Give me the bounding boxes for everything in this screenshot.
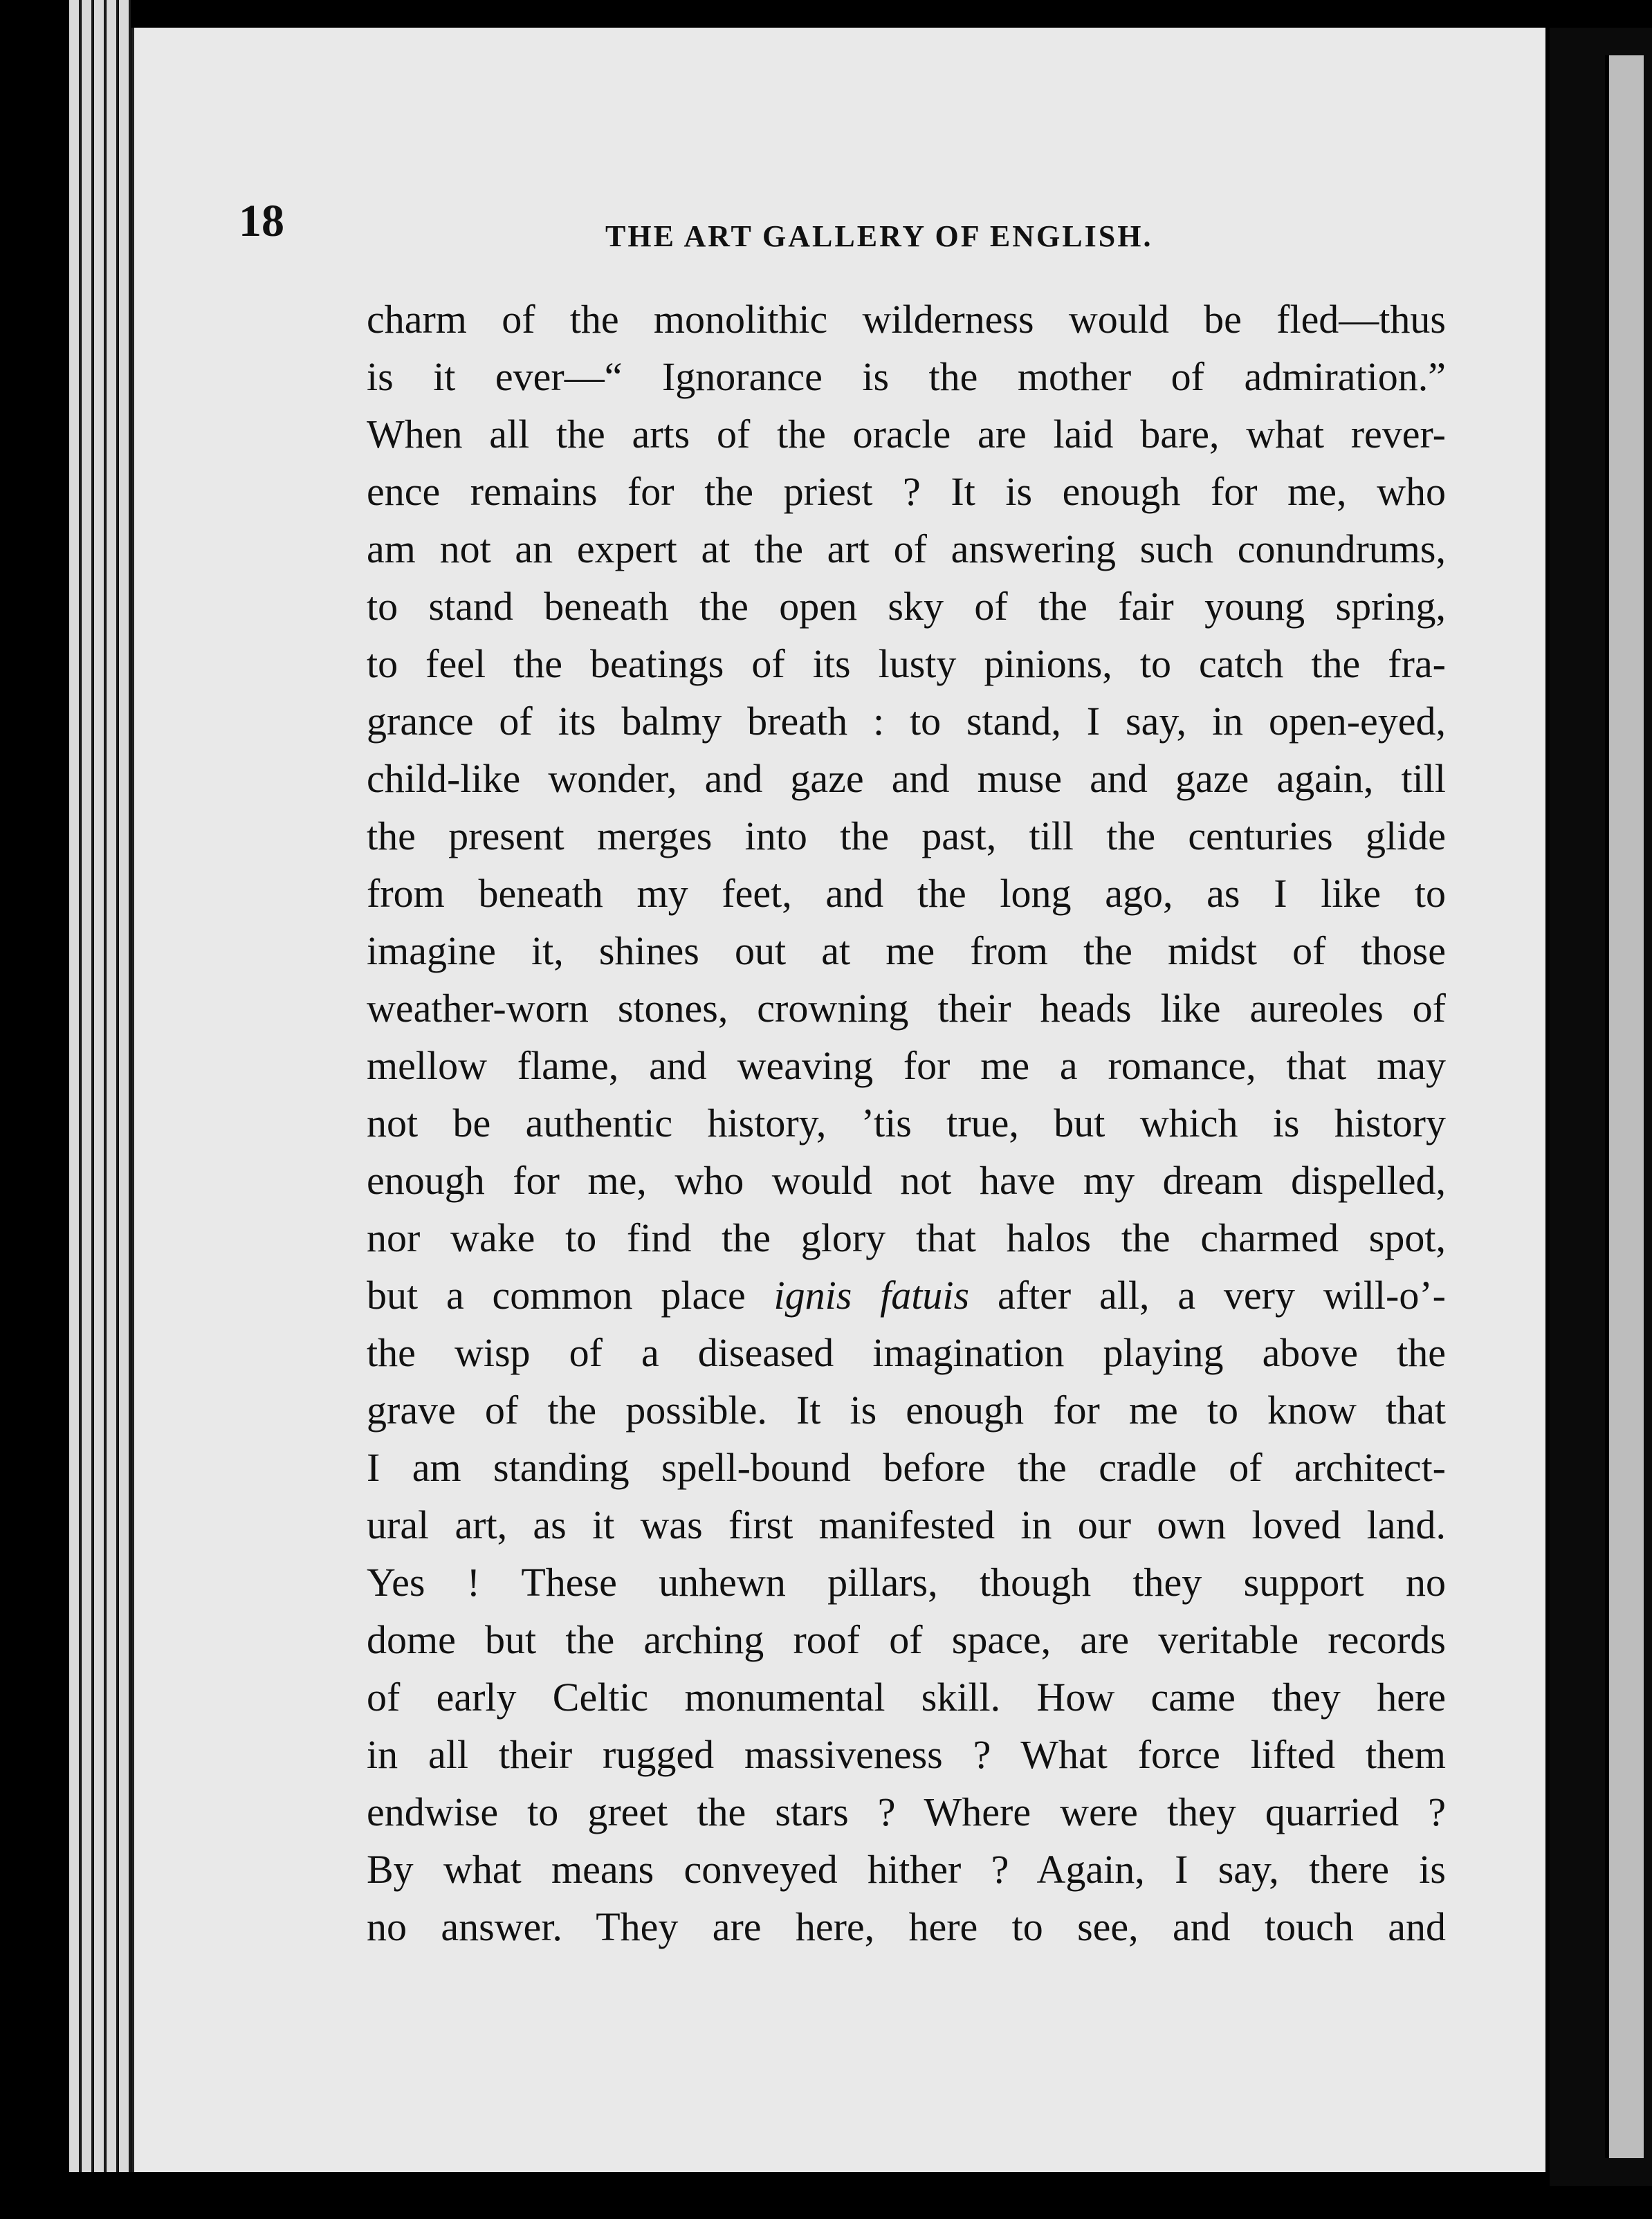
text-line: am not an expert at the art of answering such conundrums, bbox=[367, 526, 1446, 571]
page-edge bbox=[82, 0, 93, 2172]
text-line: imagine it, shines out at me from the midst of those bbox=[367, 928, 1446, 973]
facing-page-edge bbox=[1605, 55, 1644, 2158]
text-line: grance of its balmy breath : to stand, I say, in open-eyed, bbox=[367, 699, 1446, 744]
text-line: charm of the monolithic wilderness would be fled—thus bbox=[367, 297, 1446, 342]
text-line: in all their rugged massiveness ? What force lifted them bbox=[367, 1732, 1446, 1777]
text-line: of early Celtic monumental skill. How came they here bbox=[367, 1675, 1446, 1720]
text-line: grave of the possible. It is enough for me to know that bbox=[367, 1388, 1446, 1433]
italic-phrase: ignis fatuis bbox=[773, 1273, 970, 1318]
text-line: ural art, as it was first manifested in our own loved land. bbox=[367, 1502, 1446, 1547]
page-edge bbox=[107, 0, 118, 2172]
page-edge bbox=[94, 0, 106, 2172]
text-line: ence remains for the priest ? It is enough for me, who bbox=[367, 469, 1446, 514]
text-line: child-like wonder, and gaze and muse and gaze again, till bbox=[367, 756, 1446, 801]
text-line: the present merges into the past, till the centuries glide bbox=[367, 813, 1446, 858]
text-line: no answer. They are here, here to see, and touch and bbox=[367, 1904, 1446, 1949]
running-head bbox=[239, 195, 1221, 253]
text-line: nor wake to find the glory that halos the charmed spot, bbox=[367, 1215, 1446, 1260]
text-line: the wisp of a diseased imagination playing above the bbox=[367, 1330, 1446, 1375]
page-edge bbox=[69, 0, 81, 2172]
running-title: THE ART GALLERY OF ENGLISH. bbox=[605, 219, 1153, 253]
page-edge bbox=[119, 0, 131, 2172]
text-line: from beneath my feet, and the long ago, as I like to bbox=[367, 871, 1446, 916]
text-line: is it ever—“ Ignorance is the mother of admiration.” bbox=[367, 354, 1446, 399]
text-segment: but a common place bbox=[367, 1273, 774, 1318]
text-line: Yes ! These unhewn pillars, though they support no bbox=[367, 1560, 1446, 1605]
text-line: not be authentic history, ’tis true, but which is history bbox=[367, 1101, 1446, 1145]
page-number: 18 bbox=[239, 196, 284, 246]
text-line: I am standing spell-bound before the cradle of architect- bbox=[367, 1445, 1446, 1490]
text-line: to feel the beatings of its lusty pinions, to catch the fra- bbox=[367, 641, 1446, 686]
text-segment: after all, a very will-o’- bbox=[969, 1273, 1446, 1318]
text-line: weather-worn stones, crowning their heads like aureoles of bbox=[367, 986, 1446, 1031]
text-line: enough for me, who would not have my dream dispelled, bbox=[367, 1158, 1446, 1203]
text-line: endwise to greet the stars ? Where were they quarried ? bbox=[367, 1789, 1446, 1834]
text-line: dome but the arching roof of space, are veritable records bbox=[367, 1617, 1446, 1662]
text-line-with-italic bbox=[367, 1267, 1446, 1324]
text-line: to stand beneath the open sky of the fair young spring, bbox=[367, 584, 1446, 629]
text-line: By what means conveyed hither ? Again, I say, there is bbox=[367, 1847, 1446, 1892]
text-line: When all the arts of the oracle are laid bare, what rever- bbox=[367, 412, 1446, 457]
page-edges bbox=[69, 0, 131, 2172]
text-line: mellow flame, and weaving for me a romance, that may bbox=[367, 1043, 1446, 1088]
body-text bbox=[367, 291, 1446, 1955]
